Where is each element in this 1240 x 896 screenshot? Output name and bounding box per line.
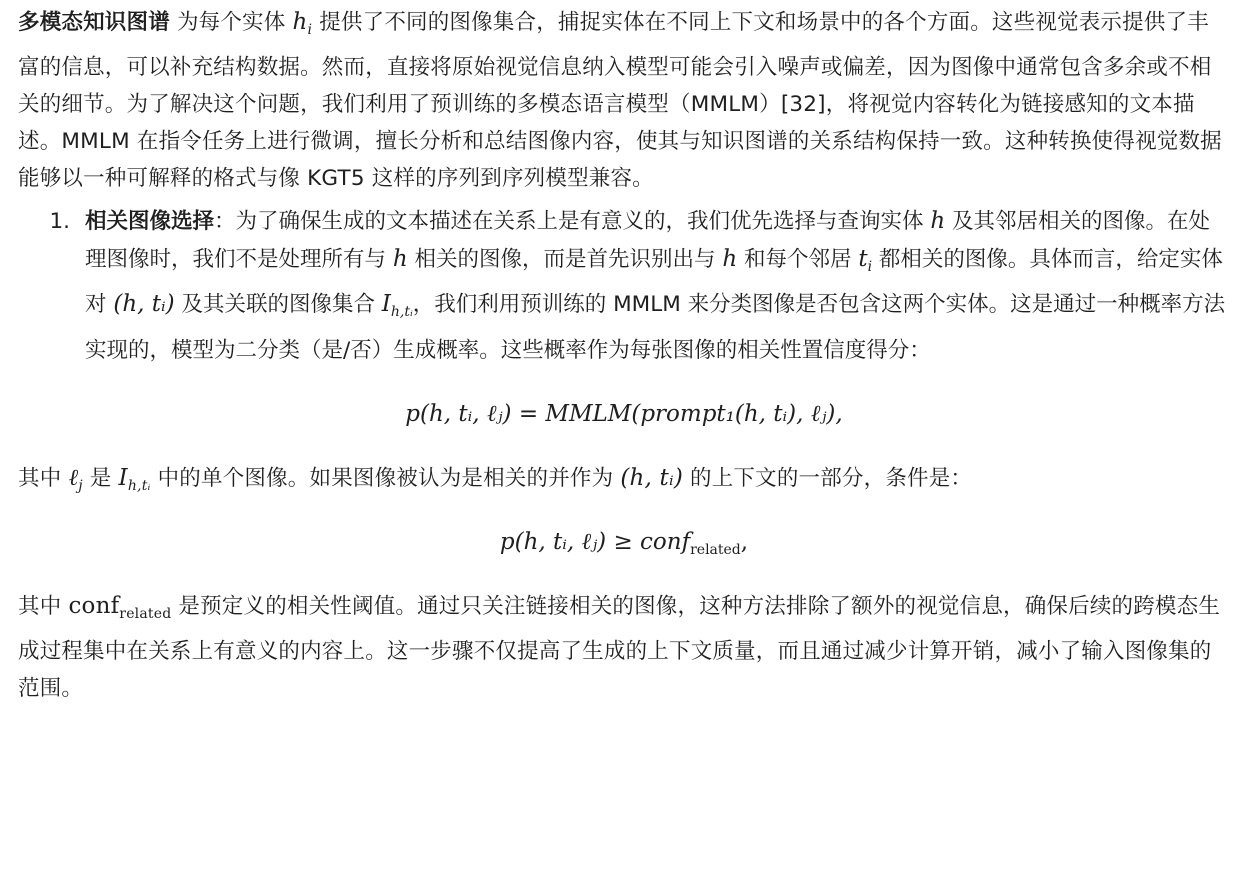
- math-pair-h-ti: (h, tᵢ): [113, 291, 175, 317]
- equation-2-text: p(h, tᵢ, ℓⱼ) ≥ conf: [499, 529, 691, 555]
- intro-text-a: 为每个实体: [169, 10, 293, 35]
- paragraph-after-equation-1: [18, 460, 1230, 505]
- list-text-4: 和每个邻居: [737, 246, 859, 272]
- intro-text-b: 提供了不同的图像集合，捕捉实体在不同上下文和场景中的各个方面。这些视觉表示提供了丰富的信息，可以补充结构数据。然而，直接将原始视觉信息纳入模型可能会引入噪声或偏差，因为图像中通常包含多余或不相关的细节。为了解决这个问题，我们利用了预训练的多模态语言模型（MMLM）[32]，将视觉内容转化为链接感知的文本描述。MMLM 在指令任务上进行微调，擅长分析和总结图像内容，使其与知识图谱的关系结构保持一致。这种转换使得视觉数据能够以一种可解释的格式与像 KGT5 这样的序列到序列模型兼容。: [18, 10, 1222, 191]
- math-image-set: $I_{h,tᵢ}$: [381, 291, 413, 320]
- math-pair-h-ti: (h, tᵢ): [620, 465, 683, 491]
- list-text-1: ：为了确保生成的文本描述在关系上是有意义的，我们优先选择与查询实体: [214, 209, 931, 234]
- p3-text-2: 是预定义的相关性阈值。通过只关注链接相关的图像，这种方法排除了额外的视觉信息，确保后续的跨模态生成过程集中在关系上有意义的内容上。这一步骤不仅提高了生成的上下文质量，而且通过减少计算开销，减小了输入图像集的范围。: [18, 594, 1221, 701]
- equation-relevance-score: [18, 393, 1230, 434]
- list-text-6: 及其关联的图像集合: [174, 292, 382, 317]
- p2-text-2: 是: [82, 466, 119, 491]
- equation-1-text: p(h, tᵢ, ℓⱼ) = MMLM(prompt₁(h, tᵢ), ℓⱼ),: [405, 401, 843, 427]
- list-bold-term: 相关图像选择: [85, 209, 215, 234]
- paragraph-after-equation-2: [18, 588, 1230, 707]
- math-h: h: [930, 208, 946, 234]
- list-number: 1.: [49, 209, 70, 234]
- intro-paragraph: [18, 4, 1230, 197]
- p2-text-3: 中的单个图像。如果图像被认为是相关的并作为: [150, 466, 621, 491]
- math-l-j: ℓ$_j$: [68, 465, 83, 494]
- math-image-set: $I_{h,tᵢ}$: [118, 465, 151, 494]
- math-t-i: $t_i$: [858, 245, 873, 275]
- equation-2-end: ,: [740, 529, 749, 555]
- math-h-i: $h_i$: [292, 9, 313, 38]
- math-h: h: [722, 245, 738, 272]
- math-h: h: [392, 245, 408, 272]
- p2-text-4: 的上下文的一部分，条件是：: [683, 466, 973, 491]
- list-text-7: ，我们利用预训练的 MMLM 来分类图像是否包含这两个实体。这是通过一种概率方法实现的，模型为二分类（是/否）生成概率。这些概率作为每张图像的相关性置信度得分：: [85, 292, 1226, 363]
- list-text-3: 相关的图像，而是首先识别出与: [407, 246, 723, 272]
- equation-threshold: [18, 521, 1230, 570]
- numbered-list: [18, 203, 1230, 369]
- list-item: [18, 203, 1230, 369]
- list-item-body: [70, 203, 1230, 369]
- list-text-2: 及其邻居相关的图像。在处理图像时，我们不是处理所有与: [85, 209, 1211, 272]
- intro-bold-term: 多模态知识图谱: [18, 10, 170, 35]
- math-conf-related: conf$_{related}$: [68, 593, 172, 622]
- p3-text-1: 其中: [18, 594, 69, 619]
- equation-2-subscript: related: [690, 542, 741, 558]
- list-text-5: 都相关的图像。具体而言，给定实体对: [85, 246, 1223, 317]
- p2-text-1: 其中: [18, 466, 69, 491]
